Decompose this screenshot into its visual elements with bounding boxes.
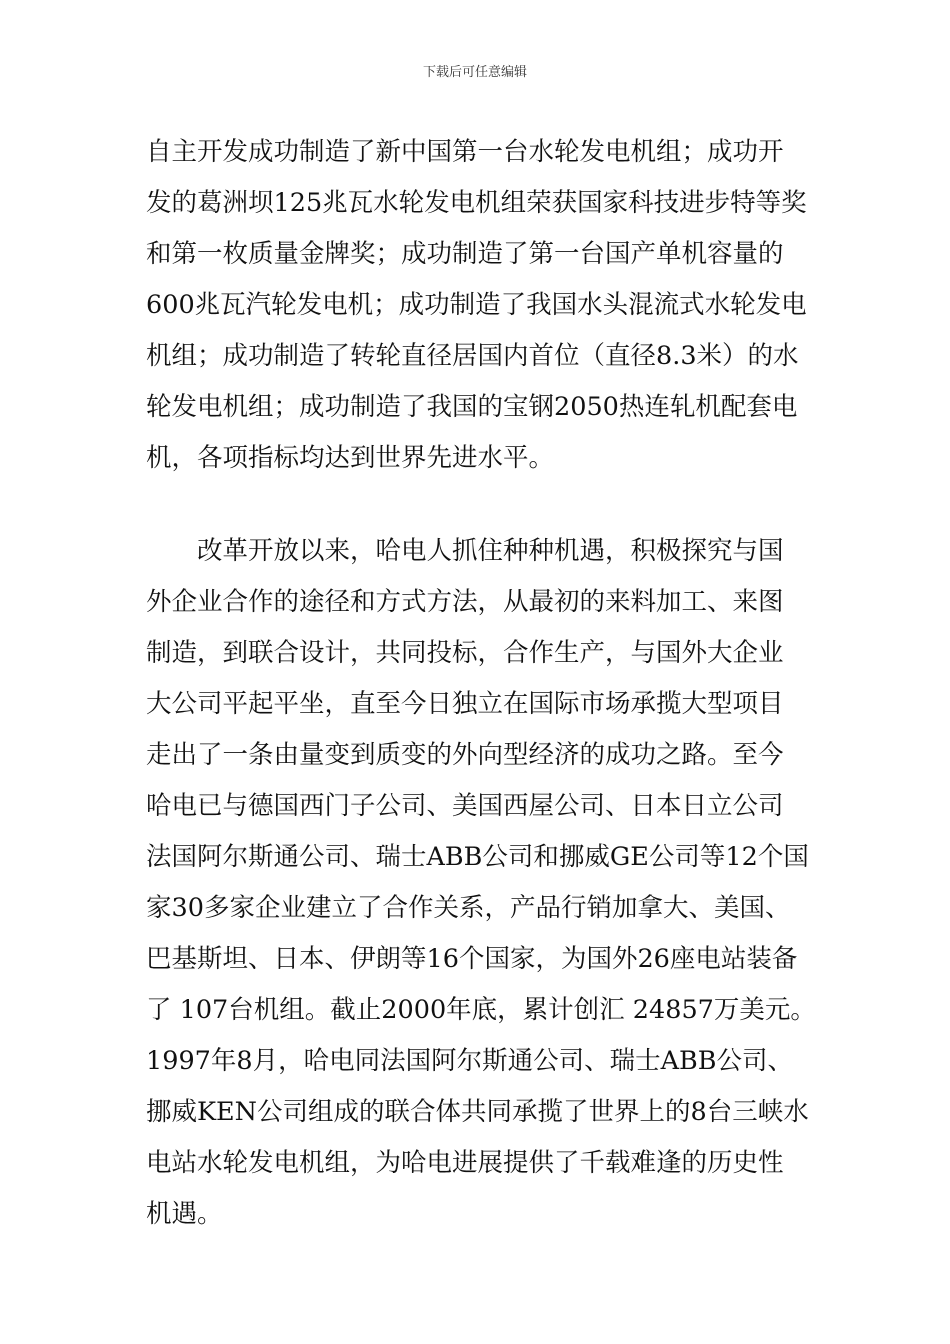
text-line: 机组；成功制造了转轮直径居国内首位（直径8.3米）的水 (146, 341, 799, 371)
text-line: 大公司平起平坐，直至今日独立在国际市场承揽大型项目 (146, 689, 784, 719)
text-line: 挪威KEN公司组成的联合体共同承揽了世界上的8台三峡水 (146, 1097, 809, 1127)
text-line: 法国阿尔斯通公司、瑞士ABB公司和挪威GE公司等12个国 (146, 842, 809, 872)
text-line: 制造，到联合设计，共同投标，合作生产，与国外大企业 (146, 638, 784, 668)
text-line: 巴基斯坦、日本、伊朗等16个国家，为国外26座电站装备 (146, 944, 798, 974)
text-line: 了 107台机组。截止2000年底，累计创汇 24857万美元。 (146, 995, 816, 1025)
text-line: 和第一枚质量金牌奖；成功制造了第一台国产单机容量的 (146, 239, 784, 269)
text-line: 1997年8月，哈电同法国阿尔斯通公司、瑞士ABB公司、 (146, 1046, 794, 1076)
paragraph-achievements (146, 127, 826, 484)
text-line: 走出了一条由量变到质变的外向型经济的成功之路。至今 (146, 740, 784, 770)
text-line: 发的葛洲坝125兆瓦水轮发电机组荣获国家科技进步特等奖 (146, 188, 807, 218)
text-line: 自主开发成功制造了新中国第一台水轮发电机组；成功开 (146, 137, 784, 167)
page-header: 下载后可任意编辑 (422, 65, 527, 80)
text-line: 600兆瓦汽轮发电机；成功制造了我国水头混流式水轮发电 (146, 290, 807, 320)
text-line: 外企业合作的途径和方式方法，从最初的来料加工、来图 (146, 587, 784, 617)
text-line: 电站水轮发电机组，为哈电进展提供了千载难逢的历史性 (146, 1148, 784, 1178)
text-line: 改革开放以来，哈电人抓住种种机遇，积极探究与国 (197, 536, 784, 566)
paragraph-cooperation (146, 526, 826, 1240)
text-line: 家30多家企业建立了合作关系，产品行销加拿大、美国、 (146, 893, 791, 923)
text-line: 哈电已与德国西门子公司、美国西屋公司、日本日立公司 (146, 791, 784, 821)
text-line: 机，各项指标均达到世界先进水平。 (146, 443, 555, 473)
text-line: 机遇。 (146, 1199, 223, 1229)
text-line: 轮发电机组；成功制造了我国的宝钢2050热连轧机配套电 (146, 392, 798, 422)
